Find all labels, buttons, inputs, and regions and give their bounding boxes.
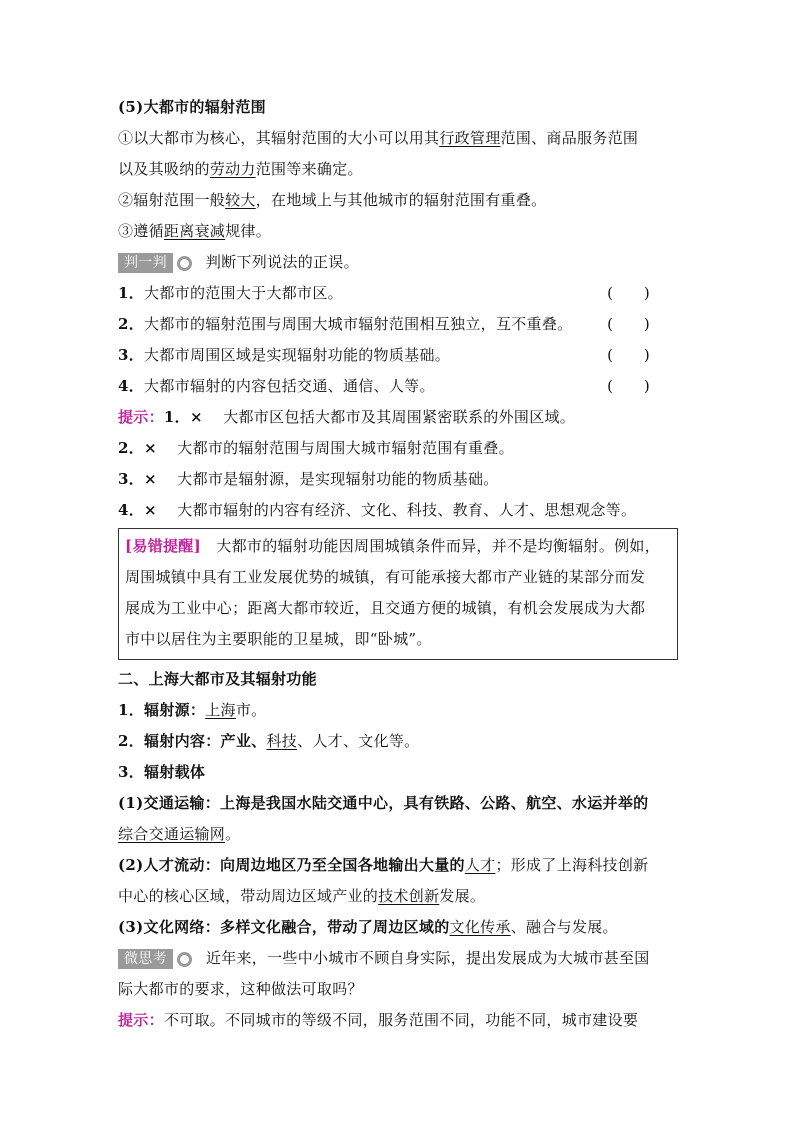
judge-prompt: 判断下列说法的正误。 bbox=[205, 253, 359, 271]
hint-answer: 提示：1．× 大都市区包括大都市及其周围紧密联系的外围区域。 bbox=[118, 408, 576, 426]
hint-label: 提示： bbox=[118, 408, 164, 426]
warning-label: [易错提醒] bbox=[125, 537, 201, 555]
answer-bracket: ( ) bbox=[607, 284, 650, 302]
think-question-cont: 际大都市的要求，这种做法可取吗？ bbox=[118, 980, 363, 998]
list-item: 2．辐射内容：产业、科技、人才、文化等。 bbox=[118, 732, 420, 750]
judge-item: 4．大都市辐射的内容包括交通、通信、人等。 ( ) bbox=[118, 371, 678, 402]
blank-answer: 行政管理 bbox=[439, 129, 501, 147]
warning-box: [易错提醒] 大都市的辐射功能因周围城镇条件而异，并不是均衡辐射。例如， 周围城镇中具有工业发展优势的城镇，有可能承接大都市产业链的某部分而发 展成为工业中心；距离大都市较近，且交通方便的城镇，有机会发展成为大都 市中以居住为主要职能的卫星城，即“卧城”。 bbox=[118, 528, 678, 660]
section-5-para-1-cont: 以及其吸纳的劳动力范围等来确定。 bbox=[118, 160, 363, 178]
hint-label: 提示： bbox=[118, 1011, 164, 1029]
list-item: 3．辐射载体 bbox=[118, 763, 206, 781]
sub-item: (3)文化网络：多样文化融合，带动了周边区域的文化传承、融合与发展。 bbox=[118, 918, 618, 936]
section-5-para-2: ②辐射范围一般较大，在地域上与其他城市的辐射范围有重叠。 bbox=[118, 191, 547, 209]
judge-item: 1．大都市的范围大于大都市区。 ( ) bbox=[118, 278, 678, 309]
blank-answer: 距离衰减 bbox=[163, 222, 226, 240]
sub-item-cont: 综合交通运输网。 bbox=[118, 825, 241, 843]
think-header: 微思考 近年来，一些中小城市不顾自身实际，提出发展成为大城市甚至国 bbox=[118, 943, 678, 974]
think-answer: 提示：不可取。不同城市的等级不同，服务范围不同，功能不同，城市建设要 bbox=[118, 1011, 639, 1029]
judge-tag: 判一判 bbox=[118, 253, 173, 273]
blank-answer: 文化传承 bbox=[449, 918, 511, 936]
blank-answer: 较大 bbox=[225, 191, 256, 209]
blank-answer: 劳动力 bbox=[209, 160, 256, 178]
hint-answer: 4．× 大都市辐射的内容有经济、文化、科技、教育、人才、思想观念等。 bbox=[118, 501, 637, 519]
judge-item: 2．大都市的辐射范围与周围大城市辐射范围相互独立，互不重叠。 ( ) bbox=[118, 309, 678, 340]
hint-answer: 2．× 大都市的辐射范围与周围大城市辐射范围有重叠。 bbox=[118, 439, 514, 457]
sub-item: (2)人才流动：向周边地区乃至全国各地输出大量的人才；形成了上海科技创新 bbox=[118, 856, 649, 874]
section-2-title: 二、上海大都市及其辐射功能 bbox=[118, 670, 317, 688]
blank-answer: 人才 bbox=[464, 856, 496, 874]
circle-icon bbox=[177, 256, 192, 271]
circle-icon bbox=[177, 952, 192, 967]
blank-answer: 综合交通运输网 bbox=[118, 825, 226, 843]
answer-bracket: ( ) bbox=[607, 377, 650, 395]
sub-item-cont: 中心的核心区域，带动周边区域产业的技术创新发展。 bbox=[118, 887, 486, 905]
answer-bracket: ( ) bbox=[607, 346, 650, 364]
list-item: 1．辐射源：上海市。 bbox=[118, 701, 267, 719]
sub-item: (1)交通运输：上海是我国水陆交通中心，具有铁路、公路、航空、水运并举的 bbox=[118, 794, 649, 812]
think-tag: 微思考 bbox=[118, 949, 173, 969]
document-page bbox=[118, 92, 678, 1036]
blank-answer: 技术创新 bbox=[378, 887, 440, 905]
section-5-para-1: ①以大都市为核心，其辐射范围的大小可以用其行政管理范围、商品服务范围 bbox=[118, 129, 639, 147]
hint-answer: 3．× 大都市是辐射源，是实现辐射功能的物质基础。 bbox=[118, 470, 499, 488]
section-5-title: (5)大都市的辐射范围 bbox=[118, 98, 266, 116]
judge-header bbox=[118, 247, 678, 278]
blank-answer: 科技 bbox=[266, 732, 298, 750]
blank-answer: 上海 bbox=[205, 701, 236, 719]
section-5-para-3: ③遵循距离衰减规律。 bbox=[118, 222, 272, 240]
judge-item: 3．大都市周围区域是实现辐射功能的物质基础。 ( ) bbox=[118, 340, 678, 371]
answer-bracket: ( ) bbox=[607, 315, 650, 333]
